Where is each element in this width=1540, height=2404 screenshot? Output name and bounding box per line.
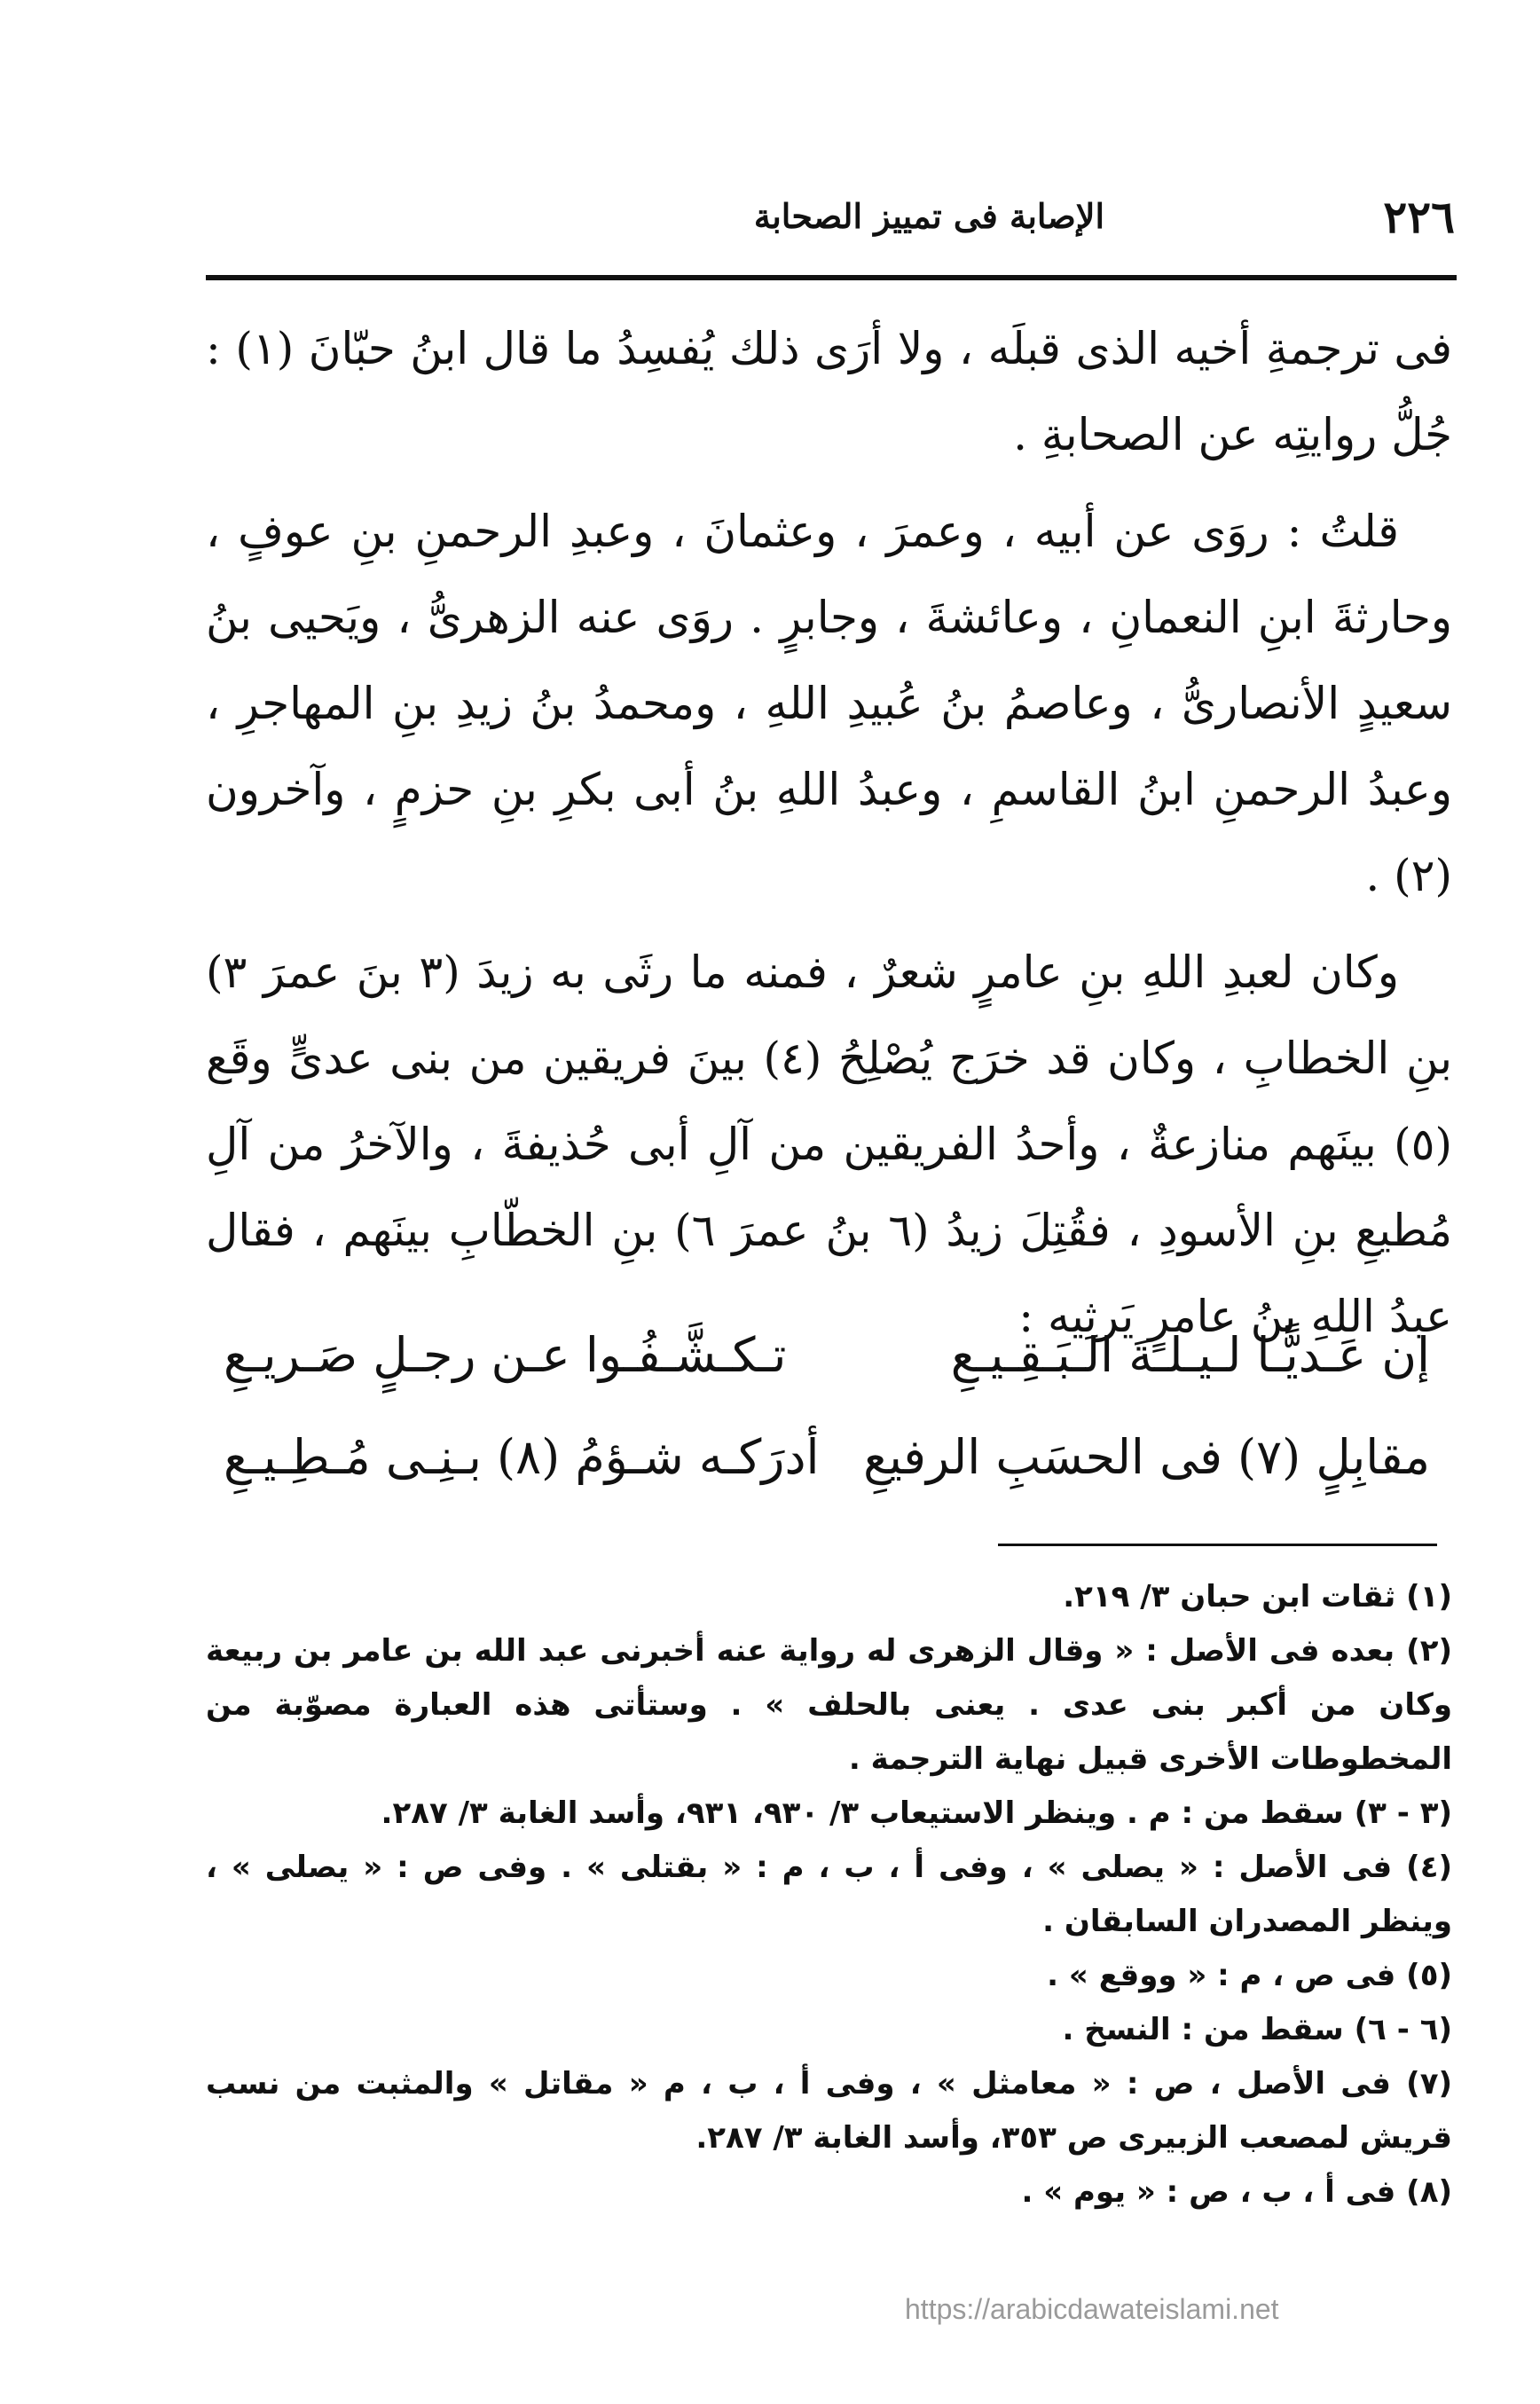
poem-verse (224, 1304, 1430, 1406)
footnote: (٦ - ٦) سقط من : النسخ . (1062, 2012, 1452, 2047)
verse-second-hemistich: تـكـشَّـفُـوا عـن رجـلٍ صَـريـعِ (224, 1327, 787, 1383)
watermark-url: https://arabicdawateislami.net (905, 2293, 1279, 2325)
footnote: (٤) فى الأصل : « يصلى » ، وفى أ ، ب ، م : « بقتلى » . وفى ص : « يصلى » ، وينظر المصدران السابقان . (206, 1850, 1452, 1939)
page-number: ٢٢٦ (1383, 191, 1455, 243)
footnote-rule (998, 1544, 1437, 1546)
poem (224, 1304, 1430, 1508)
footnote: (٥) فى ص ، م : « ووقع » . (1047, 1958, 1452, 1993)
footnote: (٣ - ٣) سقط من : م . وينظر الاستيعاب ٣/ ٩٣٠، ٩٣١، وأسد الغابة ٣/ ٢٨٧. (381, 1795, 1452, 1831)
footnote: (٧) فى الأصل ، ص : « معامثل » ، وفى أ ، ب ، م « مقاتل » والمثبت من نسب قريش لمصعب الزبيرى ص ٣٥٣، وأسد الغابة ٣/ ٢٨٧. (206, 2066, 1452, 2156)
running-title: الإصابة فى تمييز الصحابة (753, 196, 1104, 236)
verse-first-hemistich: إن عَـديًّـا لـيـلـةَ الـبَـقِـيـعِ (950, 1327, 1430, 1383)
footnote: (٢) بعده فى الأصل : « وقال الزهرى له رواية عنه أخبرنى عبد الله بن عامر بن ربيعة وكان من أكبر بنى عدى . يعنى بالحلف » . وستأتى هذه العبارة مصوّبة من المخطوطات الأخرى قبيل نهاية الترجمة . (206, 1633, 1452, 1777)
footnotes (206, 1570, 1452, 2219)
poem-verse (224, 1406, 1430, 1508)
paragraph: قلتُ : روَى عن أبيه ، وعمرَ ، وعثمانَ ، وعبدِ الرحمنِ بنِ عوفٍ ، وحارثةَ ابنِ النعمانِ ، وعائشةَ ، وجابرٍ . روَى عنه الزهرىُّ ، ويَحيى بنُ سعيدٍ الأنصارىُّ ، وعاصمُ بنُ عُبيدِ اللهِ ، ومحمدُ بنُ زيدِ بنِ المهاجرِ ، وعبدُ الرحمنِ ابنُ القاسمِ ، وعبدُ اللهِ بنُ أبى بكرِ بنِ حزمٍ ، وآخرون (٢) . (206, 506, 1452, 901)
paragraph: فى ترجمةِ أخيه الذى قبلَه ، ولا أرَى ذلك يُفسِدُ ما قال ابنُ حبّانَ (١) : جُلُّ روايتِه عن الصحابةِ . (206, 323, 1452, 460)
main-text (206, 306, 1452, 1371)
footnote: (١) ثقات ابن حبان ٣/ ٢١٩. (1063, 1579, 1452, 1614)
page-header (271, 191, 1455, 262)
paragraph: وكان لعبدِ اللهِ بنِ عامرٍ شعرٌ ، فمنه ما رثَى به زيدَ (٣ بنَ عمرَ ٣) بنِ الخطابِ ، وكان قد خرَج يُصْلِحُ (٤) بينَ فريقين من بنى عدىٍّ وقَع (٥) بينَهم منازعةٌ ، وأحدُ الفريقين من آلِ أبى حُذيفةَ ، والآخرُ من آلِ مُطيعِ بنِ الأسودِ ، فقُتِلَ زيدُ (٦ بنُ عمرَ ٦) بنِ الخطّابِ بينَهم ، فقال عبدُ اللهِ بنُ عامرٍ يَرثِيه : (206, 947, 1452, 1342)
verse-second-hemistich: أدرَكـه شـؤمُ (٨) بـنِـى مُـطِـيـعِ (224, 1429, 820, 1485)
header-rule (206, 275, 1457, 280)
footnote: (٨) فى أ ، ب ، ص : « يوم » . (1021, 2174, 1452, 2210)
verse-first-hemistich: مقابِلٍ (٧) فى الحسَبِ الرفيعِ (863, 1429, 1430, 1485)
